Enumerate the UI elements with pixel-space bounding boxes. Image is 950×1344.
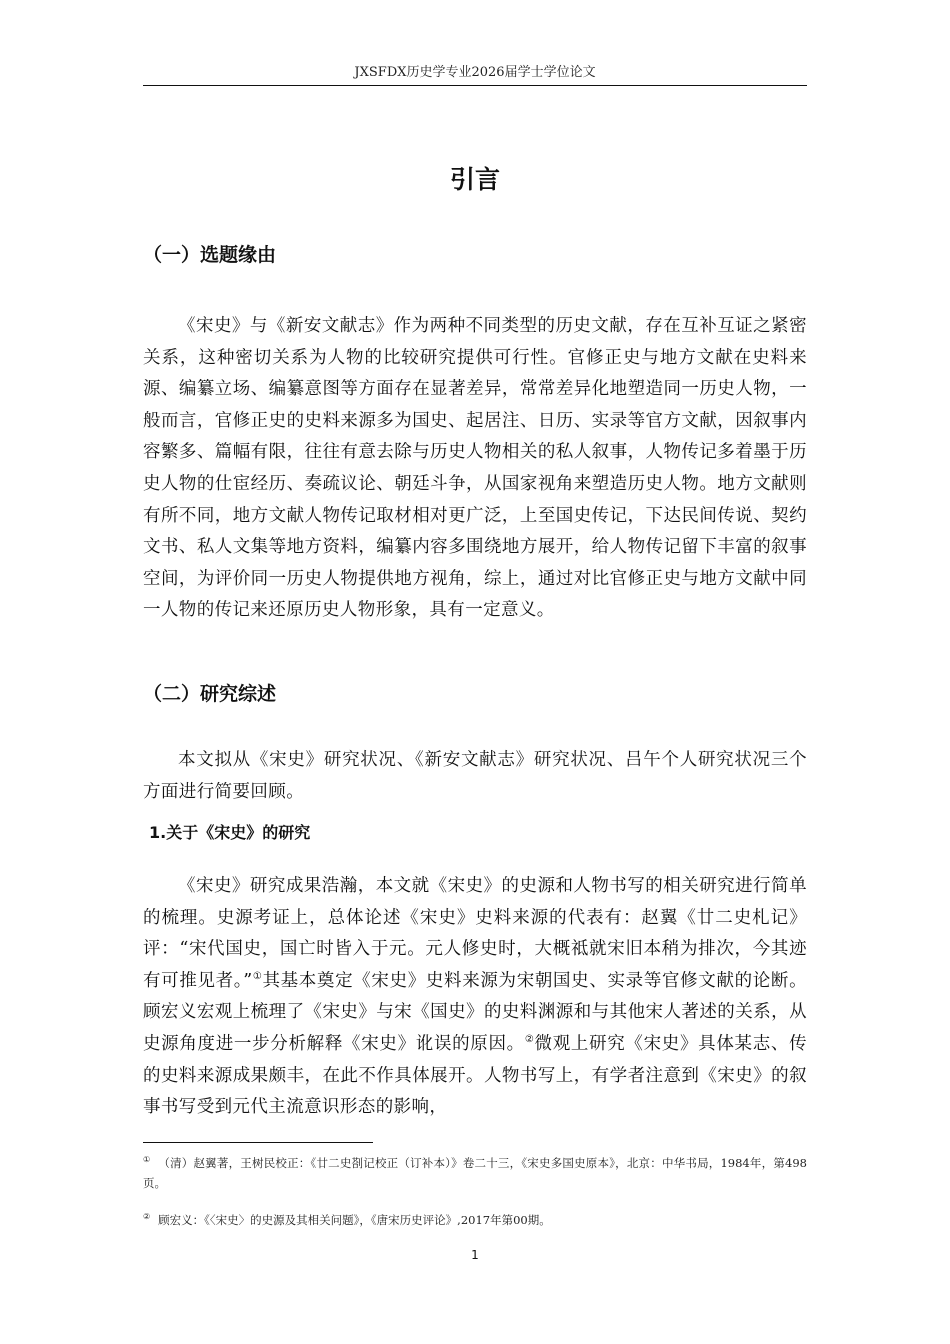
footnote-rule: [143, 1142, 373, 1143]
footnote-2-text: 顾宏义：《〈宋史〉的史源及其相关问题》，《唐宋历史评论》,2017年第00期。: [158, 1213, 551, 1227]
page-title: 引言: [449, 165, 500, 194]
songshi-paragraph-part3: 微观上研究《宋史》具体某志、传的史料来源成果颇丰，在此不作具体展开。人物书写上，有学者注意到《宋史》的叙事书写受到元代主流意识形态的影响，: [143, 1033, 807, 1118]
footnote-ref-1[interactable]: ①: [252, 970, 263, 982]
subsection-paragraph-songshi: [143, 871, 807, 1124]
section-paragraph-literature-review: 本文拟从《宋史》研究状况、《新安文献志》研究状况、吕午个人研究状况三个方面进行简要回顾。: [143, 750, 807, 802]
songshi-paragraph-part1: 《宋史》研究成果浩瀚，本文就《宋史》的史源和人物书写的相关研究进行简单的梳理。史源考证上，总体论述《宋史》史料来源的代表有：赵翼《廿二史札记》评：“宋代国史，国亡时皆入于元。元人修史时，大概祗就宋旧本稍为排次，今其迹有可推见者。”: [143, 876, 807, 991]
songshi-paragraph-part2: 其基本奠定《宋史》史料来源为宋朝国史、实录等官修文献的论断。顾宏义宏观上梳理了《宋史》与宋《国史》的史料渊源和与其他宋人著述的关系，从史源角度进一步分析解释《宋史》讹误的原因。: [143, 970, 807, 1054]
section-heading-topic-reason: （一）选题缘由: [143, 244, 277, 266]
header-rule: [143, 85, 807, 86]
section-heading-literature-review: （二）研究综述: [143, 683, 277, 705]
footnote-1-marker: ①: [143, 1155, 151, 1165]
page-number: 1: [471, 1248, 479, 1262]
footnote-2-marker: ②: [143, 1212, 151, 1222]
section-paragraph-topic-reason: 《宋史》与《新安文献志》作为两种不同类型的历史文献，存在互补互证之紧密关系，这种密切关系为人物的比较研究提供可行性。官修正史与地方文献在史料来源、编纂立场、编纂意图等方面存在显著差异，常常差异化地塑造同一历史人物，一般而言，官修正史的史料来源多为国史、起居注、日历、实录等官方文献，因叙事内容繁多、篇幅有限，往往有意去除与历史人物相关的私人叙事，人物传记多着墨于历史人物的仕宦经历、奏疏议论、朝廷斗争，从国家视角来塑造历史人物。地方文献则有所不同，地方文献人物传记取材相对更广泛，上至国史传记，下达民间传说、契约文书、私人文集等地方资料，编纂内容多围绕地方展开，给人物传记留下丰富的叙事空间，为评价同一历史人物提供地方视角，综上，通过对比官修正史与地方文献中同一人物的传记来还原历史人物形象，具有一定意义。: [143, 316, 807, 621]
running-header: JXSFDX历史学专业2026届学士学位论文: [354, 65, 596, 80]
subsection-heading-songshi: 1.关于《宋史》的研究: [149, 823, 311, 842]
footnote-2: [143, 1210, 807, 1230]
footnote-1-text: （清）赵翼著，王树民校正：《廿二史剳记校正（订补本）》卷二十三，《宋史多国史原本》，北京：中华书局，1984年，第498页。: [143, 1156, 807, 1190]
footnote-ref-2[interactable]: ②: [524, 1034, 535, 1046]
footnote-1: [143, 1153, 807, 1193]
